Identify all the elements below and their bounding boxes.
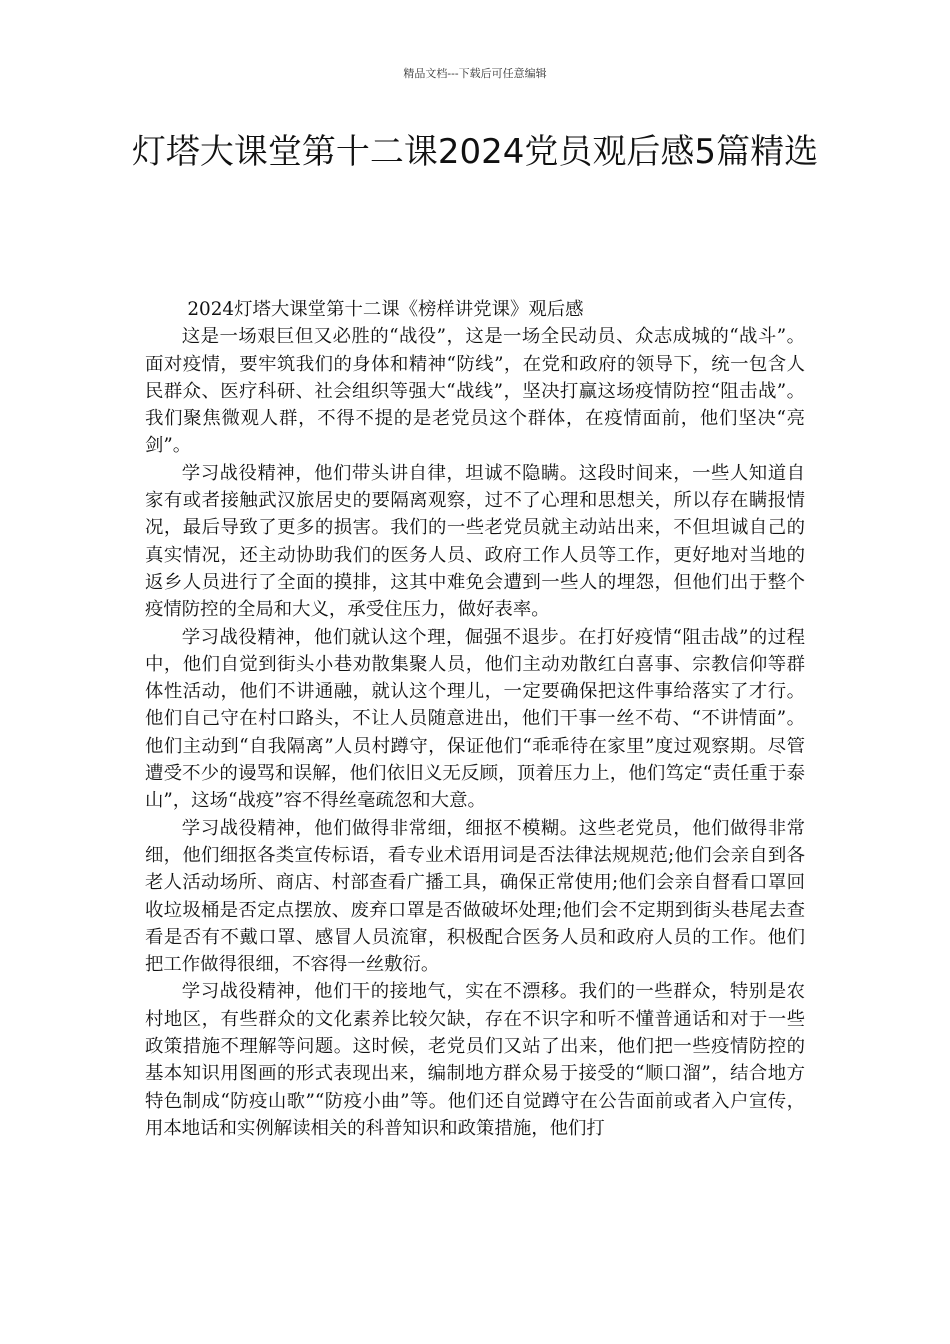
paragraph: 这是一场艰巨但又必胜的“战役”，这是一场全民动员、众志成城的“战斗”。面对疫情，要牢筑我们的身体和精神“防线”，在党和政府的领导下，统一包含人民群众、医疗科研、社会组织等强大“战线”，坚决打赢这场疫情防控“阻击战”。我们聚焦微观人群，不得不提的是老党员这个群体，在疫情面前，他们坚决“亮剑”。 [145,326,805,457]
document-body [145,296,805,1142]
paragraph: 学习战役精神，他们做得非常细，细抠不模糊。这些老党员，他们做得非常细，他们细抠各类宣传标语，看专业术语用词是否法律法规规范;他们会亲自到各老人活动场所、商店、村部查看广播工具，确保正常使用;他们会亲自督看口罩回收垃圾桶是否定点摆放、废弃口罩是否做破坏处理;他们会不定期到街头巷尾去查看是否有不戴口罩、感冒人员流窜，积极配合医务人员和政府人员的工作。他们把工作做得很细，不容得一丝敷衍。 [145,817,805,976]
paragraph: 学习战役精神，他们就认这个理，倔强不退步。在打好疫情“阻击战”的过程中，他们自觉到街头小巷劝散集聚人员，他们主动劝散红白喜事、宗教信仰等群体性活动，他们不讲通融，就认这个理儿，一定要确保把这件事给落实了才行。他们自己守在村口路头，不让人员随意进出，他们干事一丝不苟、“不讲情面”。他们主动到“自我隔离”人员村蹲守，保证他们“乖乖待在家里”度过观察期。尽管遭受不少的谩骂和误解，他们依旧义无反顾，顶着压力上，他们笃定“责任重于泰山”，这场“战疫”容不得丝毫疏忽和大意。 [145,626,805,812]
page-header: 精品文档---下载后可任意编辑 [403,67,547,80]
document-subtitle: 2024灯塔大课堂第十二课《榜样讲党课》观后感 [187,299,584,320]
document-title: 灯塔大课堂第十二课2024党员观后感5篇精选 [131,132,819,172]
paragraph: 学习战役精神，他们带头讲自律，坦诚不隐瞒。这段时间来，一些人知道自家有或者接触武汉旅居史的要隔离观察，过不了心理和思想关，所以存在瞒报情况，最后导致了更多的损害。我们的一些老党员就主动站出来，不但坦诚自己的真实情况，还主动协助我们的医务人员、政府工作人员等工作，更好地对当地的返乡人员进行了全面的摸排，这其中难免会遭到一些人的埋怨，但他们出于整个疫情防控的全局和大义，承受住压力，做好表率。 [145,462,805,621]
paragraph: 学习战役精神，他们干的接地气，实在不漂移。我们的一些群众，特别是农村地区，有些群众的文化素养比较欠缺，存在不识字和听不懂普通话和对于一些政策措施不理解等问题。这时候，老党员们又站了出来，他们把一些疫情防控的基本知识用图画的形式表现出来，编制地方群众易于接受的“顺口溜”，结合地方特色制成“防疫山歌”“防疫小曲”等。他们还自觉蹲守在公告面前或者入户宣传，用本地话和实例解读相关的科普知识和政策措施，他们打 [145,981,805,1139]
